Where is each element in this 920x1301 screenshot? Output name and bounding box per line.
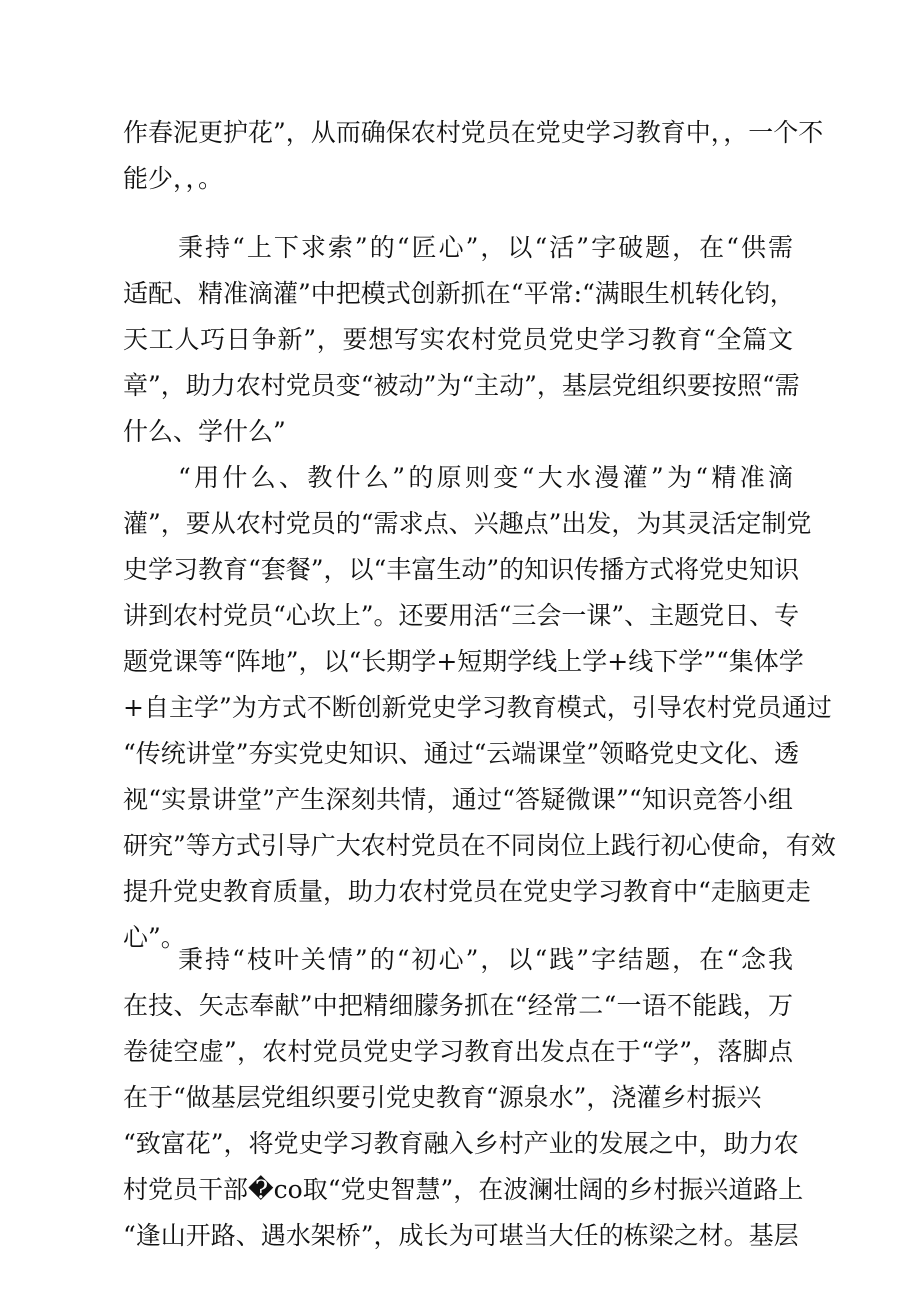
text-line: 研究”等方式引导广大农村党员在不同岗位上践行初心使命，有效 (123, 831, 836, 860)
text-line: 作春泥更护花”，从而确保农村党员在党史学习教育中，，一个不 (123, 118, 824, 147)
text-line: 秉持“上下求索”的“匠心”，以“活”字破题，在“供需 (178, 233, 793, 262)
paragraph (123, 110, 824, 202)
text-line: “用什么、教什么”的原则变“大水漫灌”为“精准滴 (178, 463, 793, 492)
text-line: 灌”，要从农村党员的“需求点、兴趣点”出发，为其灵活定制党 (123, 509, 812, 538)
text-line: “逢山开路、遇水架桥”，成长为可堪当大任的栋梁之材。基层 (123, 1221, 799, 1250)
text-line: 在技、矢志奉献”中把精细朦务抓在“经常二“一语不能践，万 (123, 991, 793, 1020)
text-line: 秉持“枝叶关情”的“初心”，以“践”字结题，在“念我 (178, 945, 793, 974)
text-line: 村党员干部�co取“党史智慧”，在波澜壮阔的乡村振兴道路上 (123, 1175, 804, 1204)
text-line: 提升党史教育质量，助力农村党员在党史学习教育中“走脑更走 (123, 877, 811, 906)
text-line: 什么、学什么” (123, 417, 286, 446)
text-line: 视“实景讲堂”产生深刻共情，通过“答疑微课”“知识竞答小组 (123, 785, 793, 814)
text-line: 心”。 (123, 923, 186, 952)
text-line: 适配、精准滴灌”中把模式创新抓在“平常:“满眼生机转化钧， (123, 279, 795, 308)
text-line: “致富花”，将党史学习教育融入乡村产业的发展之中，助力农 (123, 1129, 799, 1158)
text-line: 章”，助力农村党员变“被动”为“主动”，基层党组织要按照“需 (123, 371, 800, 400)
text-line: 史学习教育“套餐”，以“丰富生动”的知识传播方式将党史知识 (123, 555, 800, 584)
text-line: 讲到农村党员“心坎上”。还要用活“三会一课”、主题党日、专 (123, 601, 800, 630)
text-line: 卷徒空虚”，农村党员党史学习教育出发点在于“学”，落脚点 (123, 1037, 793, 1066)
text-line: 题党课等“阵地”，以“长期学+短期学线上学+线下学”“集体学 (123, 647, 804, 676)
paragraph (123, 455, 836, 961)
text-line: 天工人巧日争新”，要想写实农村党员党史学习教育“全篇文 (123, 325, 793, 354)
text-line: 在于“做基层党组织要引党史教育“源泉水”，浇灌乡村振兴 (123, 1083, 762, 1112)
text-line: +自主学”为方式不断创新党史学习教育模式，引导农村党员通过 (123, 693, 832, 722)
paragraph (123, 225, 800, 455)
text-line: “传统讲堂”夯实党史知识、通过“云端课堂”领略党史文化、透 (123, 739, 800, 768)
paragraph (123, 937, 804, 1259)
text-line: 能少，，。 (123, 164, 224, 193)
